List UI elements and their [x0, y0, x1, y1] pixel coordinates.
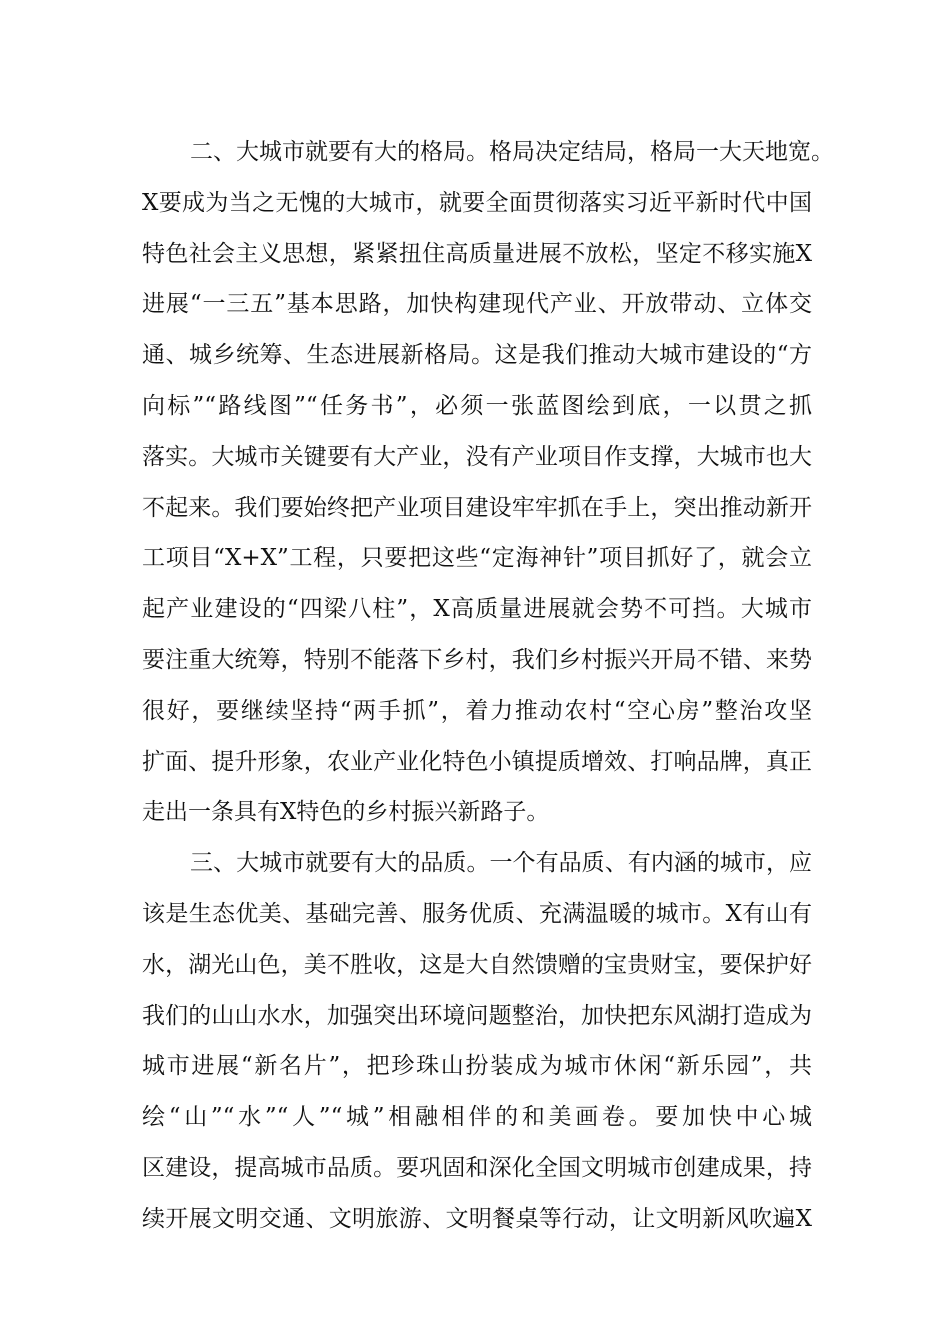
paragraph-line: 通、城乡统筹、生态进展新格局。这是我们推动大城市建设的“方 [142, 342, 812, 369]
paragraph-line: 绘“山”“水”“人”“城”相融相伴的和美画卷。要加快中心城 [142, 1104, 812, 1131]
body-text [142, 127, 834, 1245]
paragraph-line: 三、大城市就要有大的品质。一个有品质、有内涵的城市，应 [190, 850, 812, 877]
paragraph-line: 续开展文明交通、文明旅游、文明餐桌等行动，让文明新风吹遍X [142, 1205, 812, 1232]
paragraph-line: 城市进展“新名片”，把珍珠山扮装成为城市休闲“新乐园”，共 [142, 1053, 812, 1080]
paragraph-line: X要成为当之无愧的大城市，就要全面贯彻落实习近平新时代中国 [142, 189, 812, 216]
paragraph-line: 向标”“路线图”“任务书”，必须一张蓝图绘到底，一以贯之抓 [142, 392, 812, 419]
paragraph-line: 扩面、提升形象，农业产业化特色小镇提质增效、打响品牌，真正 [142, 748, 812, 775]
paragraph-line: 二、大城市就要有大的格局。格局决定结局，格局一大天地宽。 [190, 139, 834, 165]
paragraph-line: 我们的山山水水，加强突出环境问题整治，加快把东风湖打造成为 [142, 1002, 812, 1029]
paragraph-line: 走出一条具有X特色的乡村振兴新路子。 [142, 799, 550, 826]
paragraph-line: 工项目“X+X”工程，只要把这些“定海神针”项目抓好了，就会立 [142, 545, 812, 572]
paragraph-line: 进展“一三五”基本思路，加快构建现代产业、开放带动、立体交 [142, 291, 812, 318]
paragraph-line: 区建设，提高城市品质。要巩固和深化全国文明城市创建成果，持 [142, 1154, 812, 1181]
paragraph-line: 该是生态优美、基础完善、服务优质、充满温暖的城市。X有山有 [142, 900, 812, 927]
paragraph-line: 落实。大城市关键要有大产业，没有产业项目作支撑，大城市也大 [142, 443, 812, 470]
paragraph-line: 不起来。我们要始终把产业项目建设牢牢抓在手上，突出推动新开 [142, 494, 812, 521]
paragraph-line: 水，湖光山色，美不胜收，这是大自然馈赠的宝贵财宝，要保护好 [142, 951, 812, 978]
paragraph-line: 起产业建设的“四梁八柱”，X高质量进展就会势不可挡。大城市 [142, 596, 812, 623]
paragraph-line: 特色社会主义思想，紧紧扭住高质量进展不放松，坚定不移实施X [142, 240, 812, 267]
paragraph-line: 很好，要继续坚持“两手抓”，着力推动农村“空心房”整治攻坚 [142, 697, 812, 724]
paragraph-line: 要注重大统筹，特别不能落下乡村，我们乡村振兴开局不错、来势 [142, 646, 812, 673]
